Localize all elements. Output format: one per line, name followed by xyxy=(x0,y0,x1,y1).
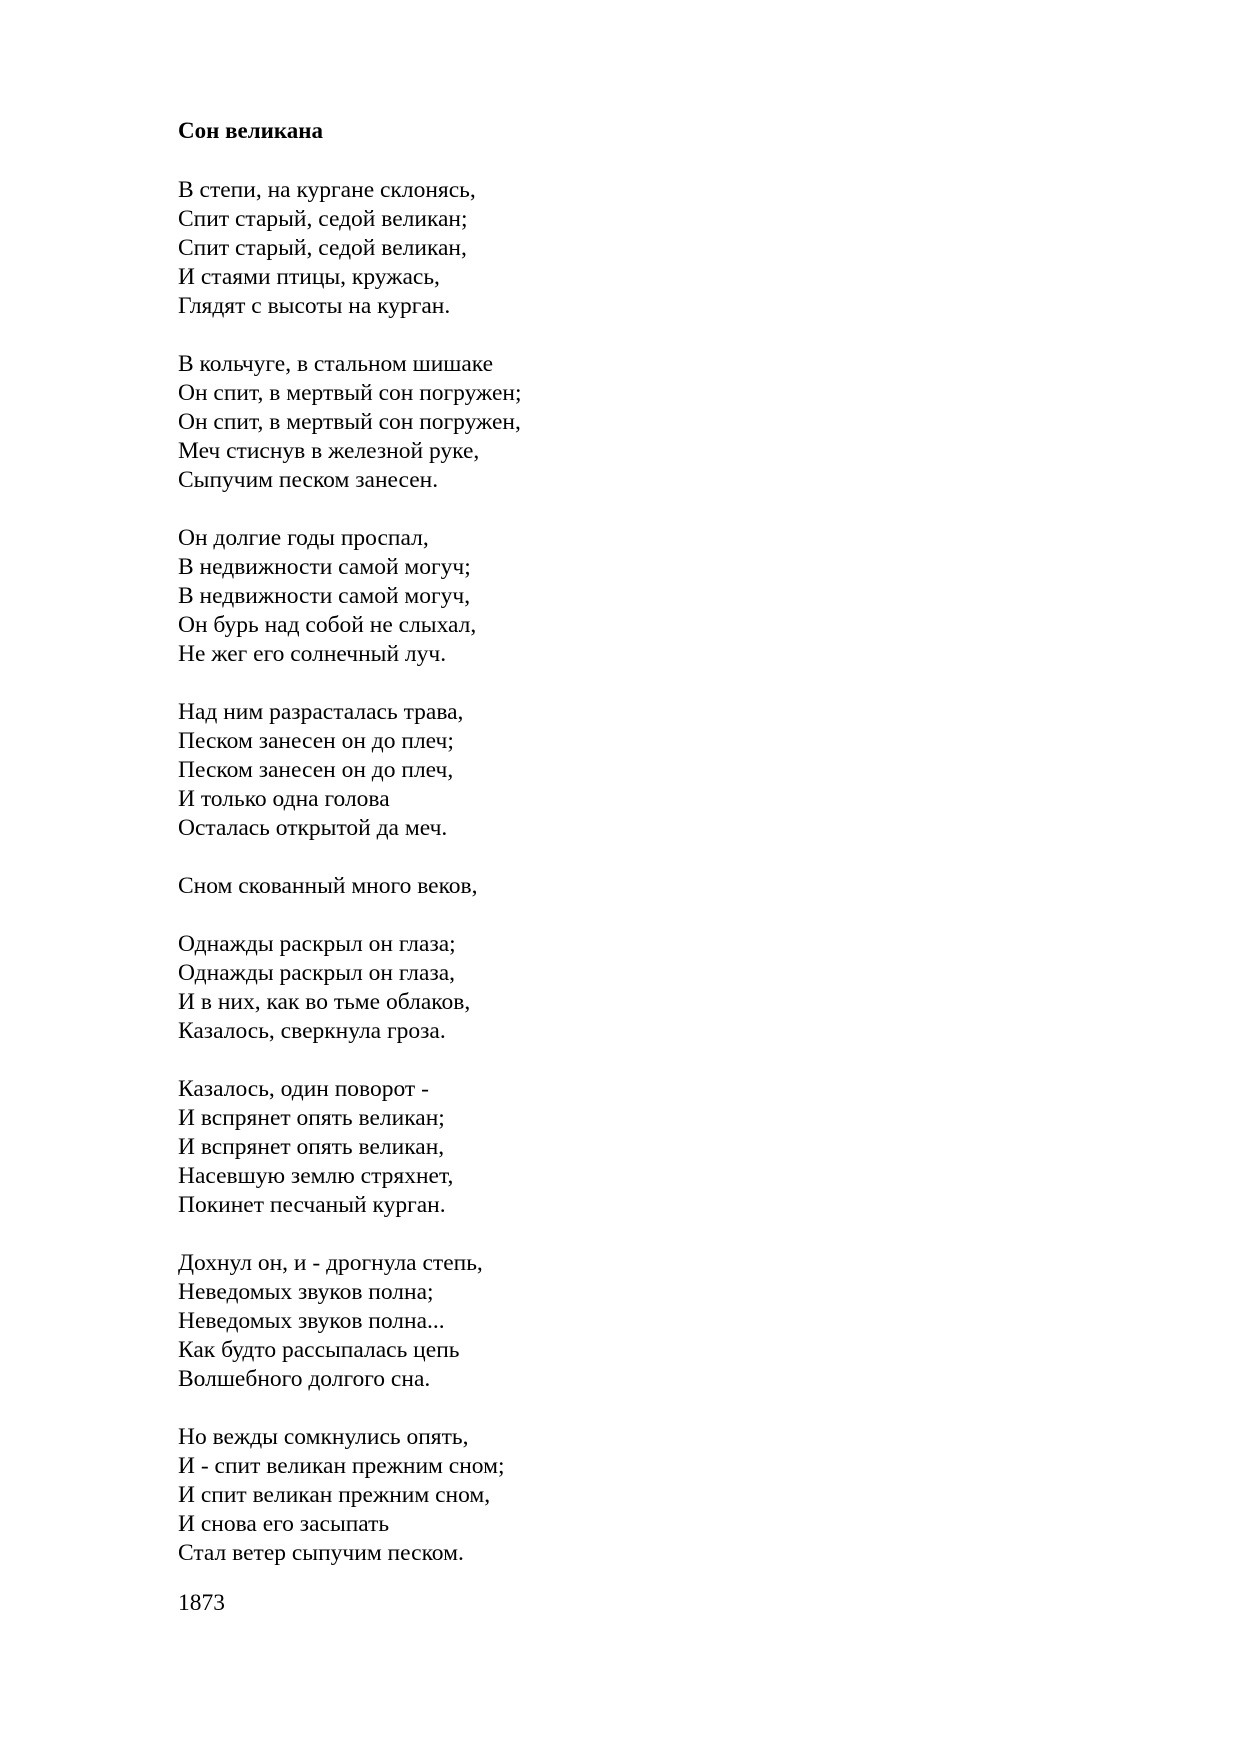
poem-line: И стаями птицы, кружась, xyxy=(178,264,440,290)
poem-line: И снова его засыпать xyxy=(178,1511,390,1537)
poem-line: Он спит, в мертвый сон погружен, xyxy=(178,409,521,435)
stanza xyxy=(178,1423,522,1568)
poem-line: Песком занесен он до плеч, xyxy=(178,757,454,783)
poem-line: Над ним разрасталась трава, xyxy=(178,699,464,725)
poem-line: И в них, как во тьме облаков, xyxy=(178,989,471,1015)
poem-line: Однажды раскрыл он глаза, xyxy=(178,960,456,986)
poem-line: Осталась открытой да меч. xyxy=(178,815,448,841)
poem-line: Сыпучим песком занесен. xyxy=(178,467,439,493)
poem-line: И спит великан прежним сном, xyxy=(178,1482,491,1508)
poem-line: В кольчуге, в стальном шишаке xyxy=(178,351,494,377)
poem-line: Покинет песчаный курган. xyxy=(178,1192,446,1218)
poem-body xyxy=(178,176,522,1597)
poem-line: Сном скованный много веков, xyxy=(178,873,478,899)
stanza xyxy=(178,176,522,321)
poem-line: Он бурь над собой не слыхал, xyxy=(178,612,477,638)
poem-line: Спит старый, седой великан, xyxy=(178,235,467,261)
poem-line: И - спит великан прежним сном; xyxy=(178,1453,505,1479)
poem-line: В недвижности самой могуч; xyxy=(178,554,471,580)
poem-line: Дохнул он, и - дрогнула степь, xyxy=(178,1250,483,1276)
poem-line: Но вежды сомкнулись опять, xyxy=(178,1424,469,1450)
poem-title: Сон великана xyxy=(178,118,324,143)
poem-line: Неведомых звуков полна... xyxy=(178,1308,445,1334)
poem-line: Он спит, в мертвый сон погружен; xyxy=(178,380,522,406)
poem-line: И только одна голова xyxy=(178,786,390,812)
poem-line: Как будто рассыпалась цепь xyxy=(178,1337,460,1363)
poem-line: Однажды раскрыл он глаза; xyxy=(178,931,456,957)
poem-line: Казалось, сверкнула гроза. xyxy=(178,1018,446,1044)
stanza xyxy=(178,1249,522,1394)
poem-line: И вспрянет опять великан; xyxy=(178,1105,445,1131)
stanza xyxy=(178,930,522,1046)
stanza xyxy=(178,350,522,495)
poem-line: Глядят с высоты на курган. xyxy=(178,293,451,319)
poem-line: Казалось, один поворот - xyxy=(178,1076,429,1102)
poem-line: Он долгие годы проспал, xyxy=(178,525,429,551)
poem-line: Меч стиснув в железной руке, xyxy=(178,438,480,464)
poem-line: Песком занесен он до плеч; xyxy=(178,728,454,754)
poem-year: 1873 xyxy=(178,1590,225,1616)
poem-line: Неведомых звуков полна; xyxy=(178,1279,434,1305)
poem-line: Насевшую землю стряхнет, xyxy=(178,1163,454,1189)
stanza xyxy=(178,872,522,901)
poem-line: И вспрянет опять великан, xyxy=(178,1134,445,1160)
poem-line: Спит старый, седой великан; xyxy=(178,206,468,232)
stanza xyxy=(178,524,522,669)
stanza xyxy=(178,1075,522,1220)
poem-line: Не жег его солнечный луч. xyxy=(178,641,447,667)
poem-line: Стал ветер сыпучим песком. xyxy=(178,1540,464,1566)
stanza xyxy=(178,698,522,843)
poem-line: Волшебного долгого сна. xyxy=(178,1366,431,1392)
poem-line: В степи, на кургане склонясь, xyxy=(178,177,476,203)
poem-line: В недвижности самой могуч, xyxy=(178,583,471,609)
